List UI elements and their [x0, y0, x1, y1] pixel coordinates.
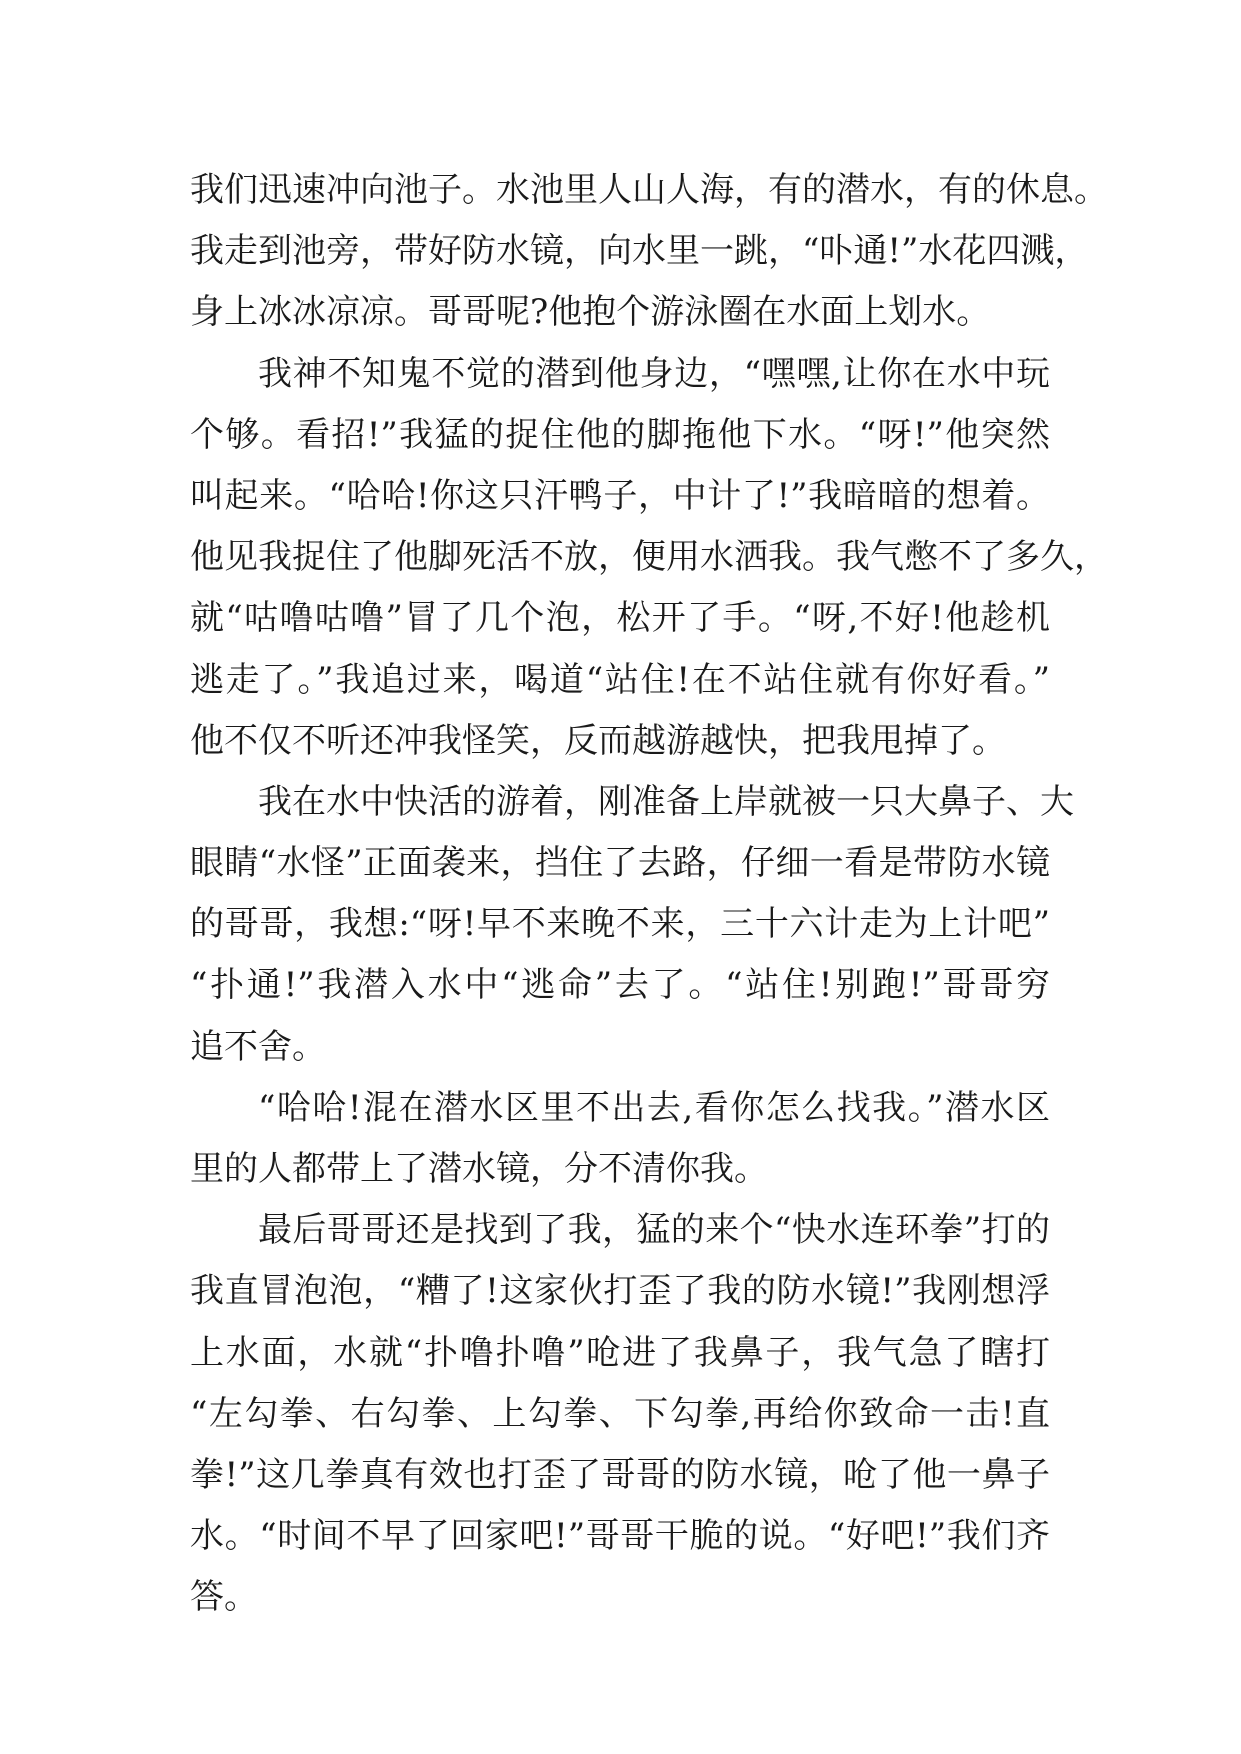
text-line: 个够。看招!”我猛的捉住他的脚拖他下水。“呀!”他突然 [190, 414, 1050, 455]
text-line: 就“咕噜咕噜”冒了几个泡，松开了手。“呀,不好!他趁机 [190, 598, 1050, 639]
text-line: 身上冰冰凉凉。哥哥呢?他抱个游泳圈在水面上划水。 [190, 292, 991, 333]
text-line: 拳!”这几拳真有效也打歪了哥哥的防水镜，呛了他一鼻子 [190, 1454, 1050, 1495]
text-line: 的哥哥，我想:“呀!早不来晚不来，三十六计走为上计吧” [190, 904, 1050, 945]
text-line: “扑通!”我潜入水中“逃命”去了。“站住!别跑!”哥哥穷 [190, 965, 1050, 1006]
text-line: 答。 [190, 1577, 258, 1618]
document-body [190, 160, 1108, 1629]
text-line: 逃走了。”我追过来，喝道“站住!在不站住就有你好看。” [190, 659, 1050, 700]
paragraph-start-line: 最后哥哥还是找到了我，猛的来个“快水连环拳”打的 [258, 1210, 1050, 1251]
paragraph-start-line: 我神不知鬼不觉的潜到他身边，“嘿嘿,让你在水中玩 [258, 353, 1050, 394]
paragraph-start-line: “哈哈!混在潜水区里不出去,看你怎么找我。”潜水区 [258, 1087, 1050, 1128]
text-line: 他见我捉住了他脚死活不放，便用水洒我。我气憋不了多久， [190, 537, 1108, 578]
text-line: “左勾拳、右勾拳、上勾拳、下勾拳,再给你致命一击!直 [190, 1393, 1050, 1434]
text-line: 他不仅不听还冲我怪笑，反而越游越快，把我甩掉了。 [190, 720, 1006, 761]
text-line: 上水面，水就“扑噜扑噜”呛进了我鼻子，我气急了瞎打 [190, 1332, 1050, 1373]
text-line: 叫起来。“哈哈!你这只汗鸭子，中计了!”我暗暗的想着。 [190, 475, 1050, 516]
text-line: 里的人都带上了潜水镜，分不清你我。 [190, 1149, 768, 1189]
text-line: 眼睛“水怪”正面袭来，挡住了去路，仔细一看是带防水镜 [190, 843, 1050, 884]
text-line: 追不舍。 [190, 1026, 326, 1067]
text-line: 我直冒泡泡，“糟了!这家伙打歪了我的防水镜!”我刚想浮 [190, 1271, 1050, 1312]
text-line: 水。“时间不早了回家吧!”哥哥干脆的说。“好吧!”我们齐 [190, 1516, 1050, 1557]
text-line: 我们迅速冲向池子。水池里人山人海，有的潜水，有的休息。 [190, 170, 1108, 210]
paragraph-start-line: 我在水中快活的游着，刚准备上岸就被一只大鼻子、大 [258, 781, 1074, 822]
text-line: 我走到池旁，带好防水镜，向水里一跳，“卟通!”水花四溅， [190, 231, 1089, 272]
